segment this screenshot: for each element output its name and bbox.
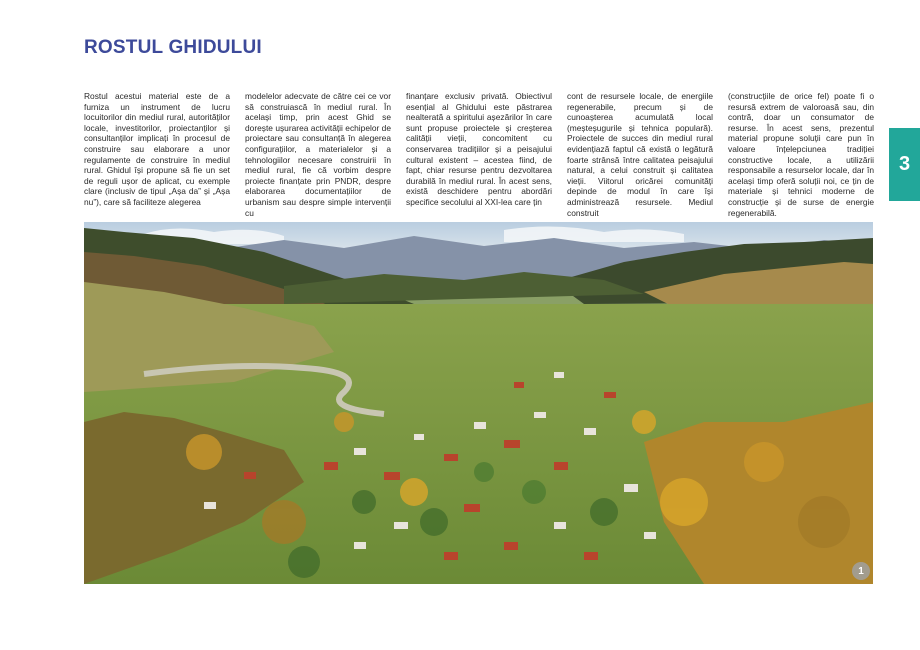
landscape-illustration <box>84 222 873 584</box>
village-landscape-photo <box>84 222 873 584</box>
photo-number-badge: 1 <box>852 562 870 580</box>
text-column-2: modelelor adecvate de către cei ce vor să construiască în mediul rural. În același timp, prin acest Ghid se dorește ușurarea activității echipelor de proiectare sau consultanță în alegerea configurațiilor, a materialelor și a tehnologiilor necesare construirii în mediul rural, fie că vorbim despre proiecte finanțate prin PNDR, despre elaborarea documentațiilor de urbanism sau despre simple intervenții cu <box>245 91 391 218</box>
page-title: ROSTUL GHIDULUI <box>84 37 262 58</box>
text-column-4: cont de resursele locale, de energiile regenerabile, precum și de cunoașterea acumulată local (meșteșugurile și tehnica populară). Proiectele de succes din mediul rural evidențiază faptul că există o legătură foarte strânsă între calitatea peisajului natural, a celui construit și calitatea vieții. Viitorul oricărei comunități depinde de modul în care își administrează resursele. Mediul construit <box>567 91 713 218</box>
text-column-1: Rostul acestui material este de a furniza un instrument de lucru locuitorilor din mediul rural, autorităților locale, investitorilor, proiectanților și consultanților implicați în procesul de construire sau elaborare a unor regulamente de construire în mediul rural. Ghidul își propune să fie un set de reguli ușor de aplicat, cu exemple clare (inclusiv de tipul „Așa da” și „Așa nu”), care să faciliteze alegerea <box>84 91 230 207</box>
text-column-3: finanțare exclusiv privată. Obiectivul esențial al Ghidului este păstrarea nealterată a spiritului așezărilor în care sunt propuse proiectele și creșterea calității vieții, concomitent cu conservarea tradițiilor și a peisajului cultural existent – acestea fiind, de fapt, chiar resurse pentru dezvoltarea durabilă în mediul rural. În acest sens, există deschidere pentru abordări specifice secolului al XXI-lea care țin <box>406 91 552 207</box>
chapter-tab[interactable]: 3 <box>889 128 920 201</box>
body-text-columns <box>84 91 874 218</box>
text-column-5: (construcțiile de orice fel) poate fi o resursă extrem de valoroasă sau, din contră, doar un consumator de resurse. În acest sens, prezentul material propune soluții care pun în valoare înțelepciunea tradiției constructive locale, a utilizării responsabile a resurselor locale, dar în același timp oferă soluții noi, ce țin de materiale și tehnici moderne de construcție și de surse de energie regenerabilă. <box>728 91 874 218</box>
